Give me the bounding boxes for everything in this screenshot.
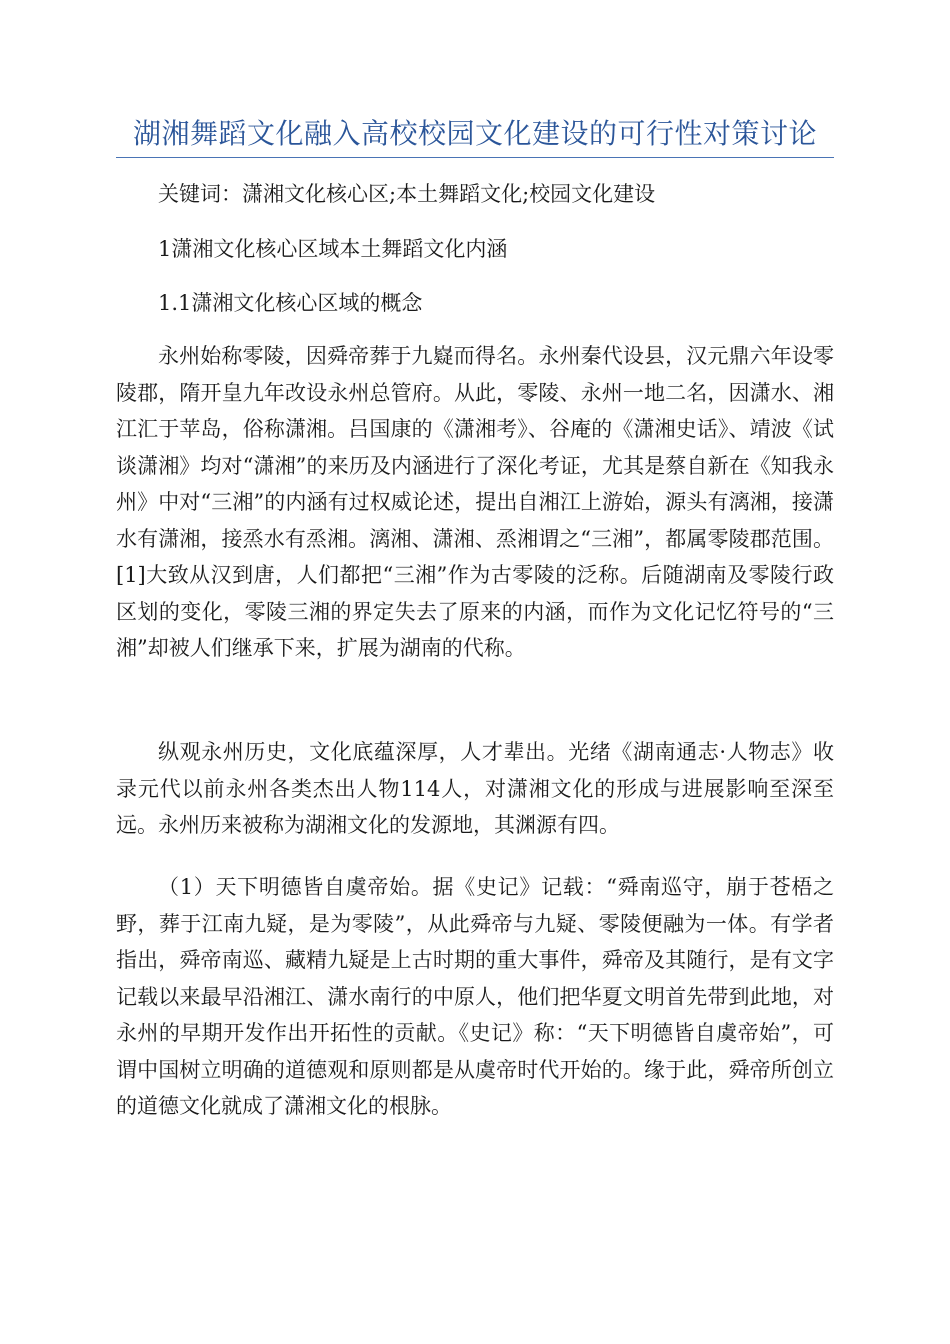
section-heading-1-1: 1.1潇湘文化核心区域的概念 bbox=[158, 291, 423, 315]
body-paragraph-1: 永州始称零陵，因舜帝葬于九嶷而得名。永州秦代设县，汉元鼎六年设零陵郡，隋开皇九年改设永州总管府。从此，零陵、永州一地二名，因潇水、湘江汇于苹岛，俗称潇湘。吕国康的《潇湘考》、谷庵的《潇湘史话》、靖波《试谈潇湘》均对“潇湘”的来历及内涵进行了深化考证，尤其是蔡自新在《知我永州》中对“三湘”的内涵有过权威论述，提出自湘江上游始，源头有漓湘，接潇水有潇湘，接烝水有烝湘。漓湘、潇湘、烝湘谓之“三湘”，都属零陵郡范围。[1]大致从汉到唐，人们都把“三湘”作为古零陵的泛称。后随湖南及零陵行政区划的变化，零陵三湘的界定失去了原来的内涵，而作为文化记忆符号的“三湘”却被人们继承下来，扩展为湖南的代称。 bbox=[116, 344, 834, 660]
body-paragraph-2: 纵观永州历史，文化底蕴深厚，人才辈出。光绪《湖南通志·人物志》收录元代以前永州各类杰出人物114人，对潇湘文化的形成与进展影响至深至远。永州历来被称为湖湘文化的发源地，其渊源有四。 bbox=[116, 740, 834, 837]
section-heading-1: 1潇湘文化核心区域本土舞蹈文化内涵 bbox=[158, 237, 508, 261]
body-paragraph-3: （1）天下明德皆自虞帝始。据《史记》记载：“舜南巡守，崩于苍梧之野，葬于江南九疑，是为零陵”，从此舜帝与九疑、零陵便融为一体。有学者指出，舜帝南巡、藏精九疑是上古时期的重大事件，舜帝及其随行，是有文字记载以来最早沿湘江、潇水南行的中原人，他们把华夏文明首先带到此地，对永州的早期开发作出开拓性的贡献。《史记》称：“天下明德皆自虞帝始”，可谓中国树立明确的道德观和原则都是从虞帝时代开始的。缘于此，舜帝所创立的道德文化就成了潇湘文化的根脉。 bbox=[116, 875, 834, 1118]
document-title: 湖湘舞蹈文化融入高校校园文化建设的可行性对策讨论 bbox=[132, 117, 817, 150]
keywords-line: 关键词：潇湘文化核心区;本土舞蹈文化;校园文化建设 bbox=[158, 182, 656, 206]
title-underline bbox=[116, 157, 834, 158]
